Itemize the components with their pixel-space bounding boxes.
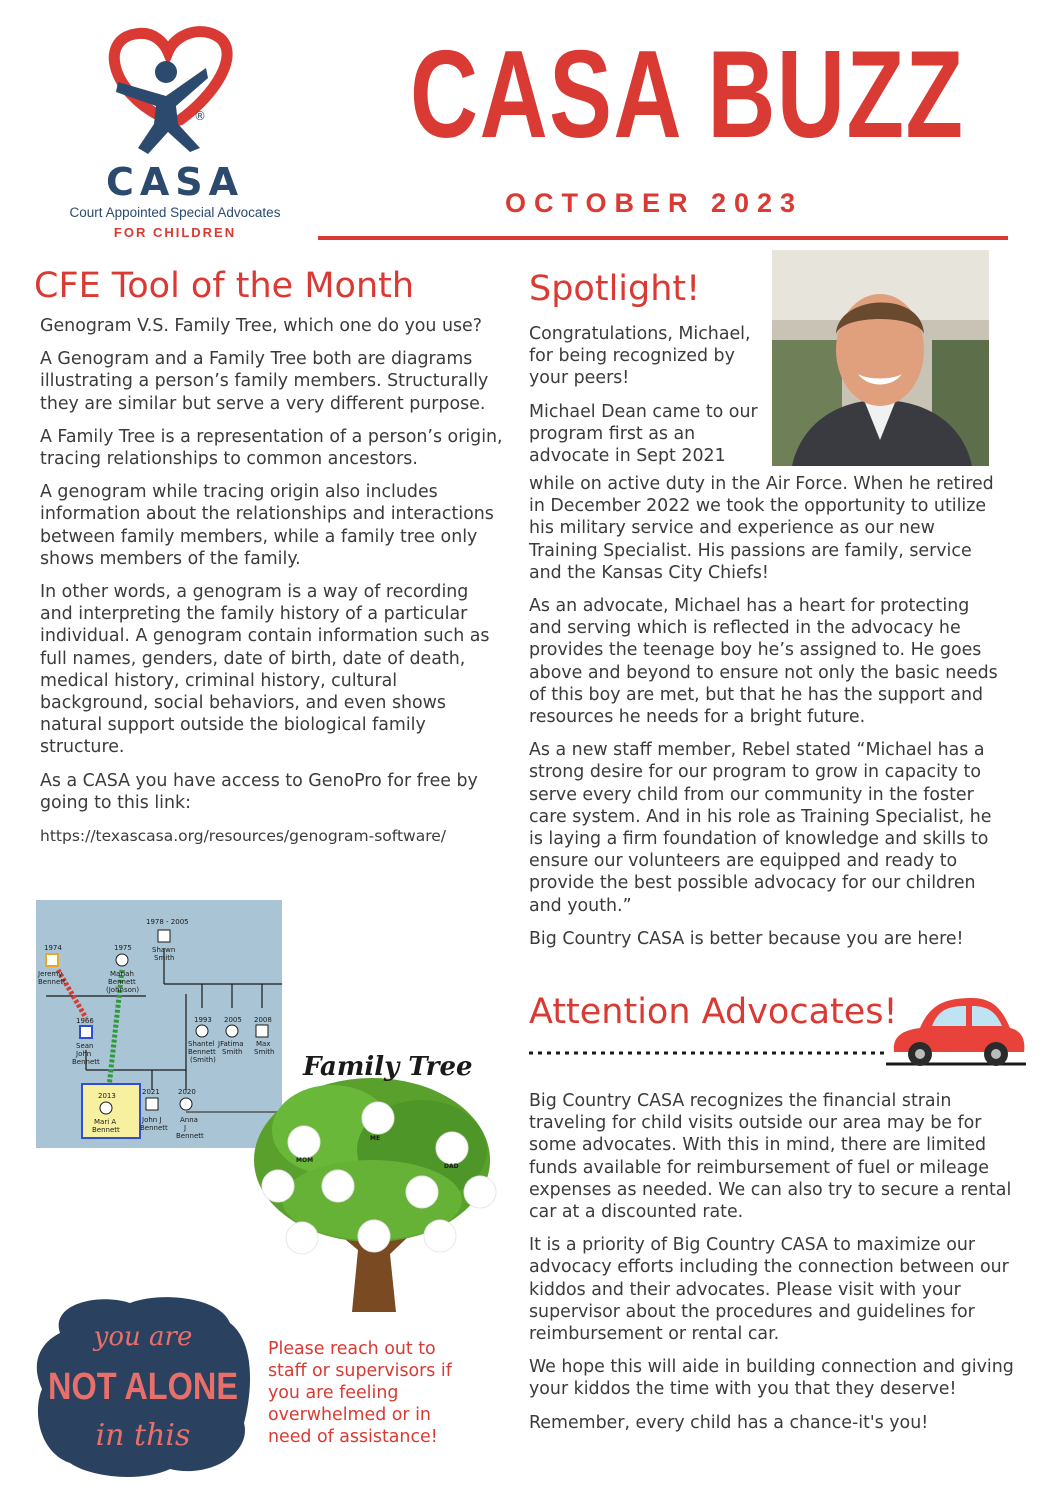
issue-date: OCTOBER 2023 [505,188,804,218]
michael-dean-photo [772,250,989,466]
advocates-paragraph: Remember, every child has a chance-it's you! [529,1412,929,1433]
spotlight-congrats: Congratulations, Michael, for being recognized by your peers! [529,324,751,389]
family-tree-illustration [242,1050,504,1312]
spotlight-paragraph: Big Country CASA is better because you are here! [529,928,964,949]
red-car-icon [886,994,1026,1074]
cfe-section-body [40,315,505,858]
svg-text:John J: John J [142,1116,162,1124]
svg-text:Mari A: Mari A [94,1118,117,1126]
family-tree-label: Family Tree [303,1052,473,1082]
svg-text:Smith: Smith [254,1048,275,1056]
sticker-line-2: NOT ALONE [48,1366,238,1408]
sticker-line-3: in this [95,1418,191,1453]
spotlight-paragraph: As an advocate, Michael has a heart for protecting and serving which is reflected in the advocacy he provides the teenage boy he’s assigned to. He goes above and beyond to ensure not only the basic needs of this boy are met, but that he has the support and resources he needs for a bright future. [529,596,998,728]
header-divider [318,236,1008,240]
cfe-paragraph: A Family Tree is a representation of a person’s origin, tracing relationships to common ancestors. [40,426,503,470]
svg-text:Bennett: Bennett [92,1126,120,1134]
svg-text:2005: 2005 [224,1016,242,1024]
svg-text:(Smith): (Smith) [190,1056,216,1064]
newsletter-title: CASA BUZZ [410,26,965,164]
cfe-paragraph: A genogram while tracing origin also includes information about the relationships and interactions between family members, while a family tree only shows members of the family. [40,482,494,569]
svg-text:1974: 1974 [44,944,62,952]
advocates-title: Attention Advocates! [529,992,898,1032]
svg-text:John: John [76,1050,92,1058]
svg-text:2021: 2021 [142,1088,160,1096]
svg-text:1993: 1993 [194,1016,212,1024]
casa-logo [40,20,310,245]
tree-tag-me: ME [370,1135,381,1142]
cfe-paragraph: As a CASA you have access to GenoPro for free by going to this link: [40,770,478,813]
advocates-paragraph: It is a priority of Big Country CASA to maximize our advocacy efforts including the connection between our kiddos and their advocates. Please visit with your supervisor about the procedures and guidelines for reimbursement or rental car. [529,1235,1009,1345]
spotlight-title: Spotlight! [529,269,701,309]
svg-text:1978 - 2005: 1978 - 2005 [146,918,189,926]
svg-text:Smith: Smith [222,1048,243,1056]
spotlight-paragraph: Michael Dean came to our program first as an advocate in Sept 2021 [529,401,758,467]
registered-mark: ® [194,109,206,123]
svg-text:Bennett: Bennett [176,1132,204,1140]
reach-out-note: Please reach out to staff or supervisors if you are feeling overwhelmed or in need of assistance! [268,1339,452,1447]
not-alone-sticker [30,1293,256,1479]
svg-text:Bennett: Bennett [38,978,66,986]
svg-text:2013: 2013 [98,1092,116,1100]
svg-text:Shantel: Shantel [188,1040,215,1048]
svg-text:J: J [184,1124,187,1132]
svg-text:Max: Max [256,1040,271,1048]
logo-subline: FOR CHILDREN [113,225,237,240]
cfe-paragraph: In other words, a genogram is a way of recording and interpreting the family history of a particular individual. A genogram contain information such as full names, genders, date of birth, date of death, medical history, criminal history, cultural background, social behaviors, and even shows natural support outside the biological family structure. [40,582,490,758]
svg-text:Jeremy: Jeremy [38,970,63,978]
road-dashes [529,1043,889,1053]
spotlight-intro [529,323,769,467]
spotlight-body [529,473,1007,961]
svg-text:Anna: Anna [180,1116,198,1124]
svg-text:Smith: Smith [154,954,175,962]
cfe-section-title: CFE Tool of the Month [34,266,415,306]
svg-text:Bennett: Bennett [140,1124,168,1132]
svg-text:2020: 2020 [178,1088,196,1096]
svg-text:(Johnson): (Johnson) [106,986,140,994]
svg-text:Bennett: Bennett [108,978,136,986]
svg-text:Bennett: Bennett [188,1048,216,1056]
svg-text:2008: 2008 [254,1016,272,1024]
tree-tag-dad: DAD [444,1163,459,1170]
cfe-paragraph: Genogram V.S. Family Tree, which one do you use? [40,316,482,336]
logo-tagline: Court Appointed Special Advocates [69,205,281,220]
svg-text:Bennett: Bennett [72,1058,100,1066]
advocates-paragraph: Big Country CASA recognizes the financial strain traveling for child visits outside our area may be for some advocates. With this in mind, there are limited funds available for reimbursement of fuel or mileage expenses as needed. We can also try to secure a rental car at a discounted rate. [529,1091,1012,1223]
advocates-paragraph: We hope this will aide in building connection and giving your kiddos the time with you that they deserve! [529,1357,1014,1400]
spotlight-paragraph: while on active duty in the Air Force. When he retired in December 2022 we took the opportunity to utilize his military service and experience as our new Training Specialist. His passions are family, service and the Kansas City Chiefs! [529,474,994,583]
svg-text:JFatima: JFatima [218,1040,244,1048]
svg-text:Shawn: Shawn [152,946,176,954]
tree-tag-mom: MOM [296,1157,314,1164]
advocates-body [529,1090,1029,1445]
logo-wordmark: CASA [105,160,245,204]
genopro-link[interactable]: https://texascasa.org/resources/genogram-software/ [40,827,447,846]
svg-text:1966: 1966 [76,1017,94,1025]
cfe-paragraph: A Genogram and a Family Tree both are diagrams illustrating a person’s family members. Structurally they are similar but serve a very different purpose. [40,349,489,414]
spotlight-paragraph: As a new staff member, Rebel stated “Michael has a strong desire for our program to grow in capacity to serve every child from our community in the foster care system. And in his role as Training Specialist, he is laying a firm foundation of knowledge and skills to ensure our volunteers are equipped and ready to provide the best possible advocacy for our children and youth.” [529,740,992,916]
svg-text:Mariah: Mariah [110,970,134,978]
sticker-line-1: you are [93,1322,193,1352]
svg-text:1975: 1975 [114,944,132,952]
svg-text:Sean: Sean [76,1042,94,1050]
